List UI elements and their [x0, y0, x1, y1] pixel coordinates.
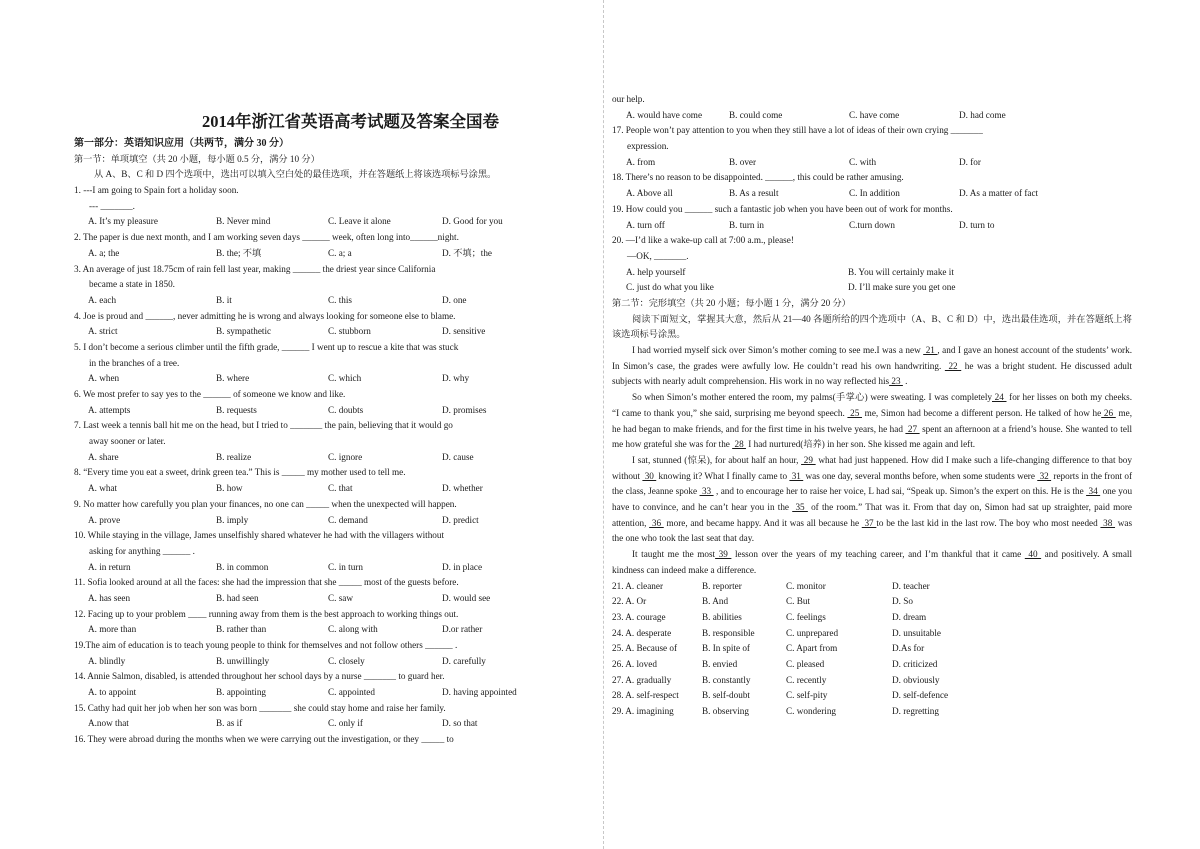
option-b: B. the; 不填: [216, 247, 262, 258]
left-question-stem: 10. While staying in the village, James unselfishly shared whatever he had with the villagers without: [74, 530, 445, 541]
left-option-row: [74, 214, 589, 230]
option-d: D. why: [442, 373, 470, 384]
option-d: D. carefully: [442, 655, 486, 666]
cloze-option-b: B. self-doubt: [702, 690, 750, 701]
left-option-row: [74, 481, 589, 497]
cloze-option-a: 25. A. Because of: [612, 643, 678, 654]
left-option-row: [74, 513, 589, 529]
option-c: C. doubts: [328, 404, 364, 415]
option-d: D. one: [442, 294, 467, 305]
cloze-paragraph: I sat, stunned (惊呆), for about half an hour, 29 what had just happened. How did I make such a life-changing difference to that boy without 30 knowing it? What I finally came to 31 was one day, several months before, when some students were 32 reports in the front of the class, Jeanne spoke 33 , and to encourage her to raise her voice, L had sai, “Speak up. Simon’s the expert on this. He is the 34 one you have to convince, and he can’t hear you in the 35 of the room.” That was it. From that day on, Simon had sat up straighter, paid more attention, 36 more, and became happy. And it was all because he 37 to be the last kid in the last row. The boy who most needed 38 was the one who took the last seat that day.: [612, 454, 1133, 544]
option-a: A. in return: [88, 561, 131, 572]
right-option-row: [612, 218, 1132, 234]
right-question-stem: expression.: [627, 141, 669, 152]
option-b: B. how: [216, 483, 243, 494]
option-a: A. blindly: [88, 655, 126, 666]
cloze-blank: 30: [642, 470, 657, 481]
cloze-blank: 24: [992, 392, 1007, 403]
option-b: B. turn in: [729, 219, 764, 230]
cloze-option-d: D. self-defence: [892, 690, 949, 701]
cloze-paragraph: I had worried myself sick over Simon’s mother coming to see me.I was a new 21 , and I gave an honest account of the students’ work. In Simon’s case, the grades were awfully low. He couldn’t read his own handwriting. 22 he was a bright student. He discussed adult subjects with nearly adult comprehension. His work in no way reflected his 23 .: [612, 345, 1132, 387]
cloze-blank: 34: [1086, 486, 1101, 497]
cloze-option-row: [612, 641, 1132, 657]
cloze-option-a: 24. A. desperate: [612, 627, 672, 638]
option-c: C. along with: [328, 624, 378, 635]
page-title: 2014年浙江省英语高考试题及答案全国卷: [202, 112, 499, 131]
option-pair-1: D. I’ll make sure you get one: [848, 282, 956, 293]
right-option-row: [612, 280, 1132, 296]
option-b: B. sympathetic: [216, 326, 272, 337]
option-pair-0: C. just do what you like: [626, 282, 714, 293]
cloze-option-c: C. monitor: [786, 580, 826, 591]
option-a: A. each: [88, 294, 117, 305]
left-question-stem: 19.The aim of education is to teach young people to think for themselves and not follow others ______ .: [74, 640, 458, 650]
left-question-stem: 5. I don’t become a serious climber until the fifth grade, ______ I went up to rescue a kite that was stuck: [74, 341, 459, 352]
cloze-option-row: [612, 626, 1132, 642]
cloze-blank: 35: [792, 502, 808, 513]
left-question-stem: 7. Last week a tennis ball hit me on the head, but I tried to _______ the pain, believing that it would go: [74, 420, 453, 431]
option-a: A. a; the: [88, 247, 120, 258]
cloze-blank: 21: [923, 345, 938, 356]
cloze-options: [612, 579, 1132, 720]
right-option-row: [612, 186, 1132, 202]
option-d: D. Good for you: [442, 216, 503, 227]
left-option-row: [74, 654, 589, 670]
cloze-option-row: [612, 673, 1132, 689]
option-d: D. cause: [442, 451, 474, 462]
cloze-option-row: [612, 688, 1132, 704]
cloze-option-d: D. criticized: [892, 659, 938, 670]
cloze-option-row: [612, 579, 1132, 595]
right-option-row: [612, 108, 1132, 124]
option-b: B. requests: [216, 404, 257, 415]
option-b: B. could come: [729, 109, 783, 120]
option-a: A. when: [88, 373, 120, 384]
option-b: B. imply: [216, 514, 249, 525]
option-b: B. unwillingly: [216, 655, 270, 666]
left-option-row: [74, 293, 589, 309]
cloze-blank: 23: [889, 376, 903, 387]
cloze-option-row: [612, 657, 1132, 673]
option-c: C. ignore: [328, 451, 363, 462]
left-question-stem: 11. Sofia looked around at all the faces: she had the impression that she _____ most of the guests before.: [74, 577, 459, 588]
left-option-row: [74, 685, 589, 701]
option-b: B. had seen: [216, 592, 259, 603]
cloze-option-b: B. In spite of: [702, 643, 750, 654]
cloze-option-b: B. constantly: [702, 674, 751, 685]
cloze-option-row: [612, 704, 1132, 720]
left-option-row: [74, 450, 589, 466]
option-c: C. saw: [328, 592, 354, 603]
cloze-blank: 28: [732, 439, 746, 450]
option-d: D.or rather: [442, 624, 483, 635]
option-b: B. over: [729, 156, 757, 167]
right-question-stem: 17. People won’t pay attention to you when they still have a lot of ideas of their own crying _______: [612, 125, 983, 136]
option-b: B. rather than: [216, 624, 267, 635]
option-b: B. as if: [216, 718, 243, 729]
option-a: A. would have come: [626, 109, 703, 120]
left-question-stem: 8. “Every time you eat a sweet, drink green tea.” This is _____ my mother used to tell me.: [74, 467, 406, 478]
cloze-option-c: C. feelings: [786, 611, 826, 622]
cloze-blank: 27: [905, 423, 920, 434]
left-question-stem: 4. Joe is proud and ______, never admitting he is wrong and always looking for someone else to blame.: [74, 310, 456, 321]
cloze-option-d: D.As for: [892, 643, 925, 654]
cloze-option-d: D. dream: [892, 611, 927, 622]
left-question-stem: 2. The paper is due next month, and I am working seven days ______ week, often long into______night.: [74, 232, 459, 243]
left-question-stem: became a state in 1850.: [89, 279, 175, 290]
option-a: A. It’s my pleasure: [88, 216, 158, 227]
cloze-option-c: C. self-pity: [786, 690, 828, 701]
cloze-blank: 38: [1100, 517, 1116, 528]
cloze-option-b: B. responsible: [702, 627, 755, 638]
cloze-blank: 40: [1024, 549, 1042, 560]
option-c: C. appointed: [328, 687, 375, 698]
left-option-row: [74, 324, 589, 340]
option-b: B. where: [216, 373, 250, 384]
cloze-paragraph: So when Simon’s mother entered the room, my palms(手掌心) were sweating. I was completely 24 for her lisses on both my cheeks. “I came to thank you,” she said, surprising me beyond speech. 25 me, Simon had become a different person. He talked of how he 26 me, he had began to make friends, and for the first time in his twelve years, he had 27 spent an afternoon at a friend’s house. She wanted to tell me how grateful she was for the 28 I had nurtured(培养) in her son. She kissed me again and left.: [612, 392, 1133, 450]
option-c: C. closely: [328, 655, 365, 666]
option-d: D. for: [959, 156, 981, 167]
left-question-stem: 6. We most prefer to say yes to the ______ of someone we know and like.: [74, 389, 346, 399]
cloze-option-c: C. But: [786, 596, 810, 607]
cloze-option-row: [612, 594, 1132, 610]
left-option-row: [74, 560, 589, 576]
section1-instructions: 从 A、B、C 和 D 四个选项中，选出可以填入空白处的最佳选项，并在答题纸上将该选项标号涂黑。: [94, 169, 497, 180]
option-a: A. prove: [88, 514, 121, 525]
option-a: A.now that: [88, 718, 129, 729]
option-c: C. a; a: [328, 247, 352, 258]
option-a: A. more than: [88, 624, 137, 635]
option-c: C. which: [328, 373, 362, 384]
option-d: D. had come: [959, 109, 1006, 120]
cloze-blank: 37: [861, 517, 877, 528]
cloze-paragraph: It taught me the most 39 lesson over the years of my teaching career, and I’m thankful that it came 40 and positively. A small kindness can indeed make a difference.: [612, 549, 1133, 575]
left-question-stem: 3. An average of just 18.75cm of rain fell last year, making ______ the driest year since California: [74, 263, 436, 274]
cloze-option-row: [612, 610, 1132, 626]
option-d: D. in place: [442, 561, 483, 572]
section1-heading: 第一节：单项填空（共 20 小题，每小题 0.5 分，满分 10 分）: [74, 153, 320, 164]
left-question-stem: 12. Facing up to your problem ____ running away from them is the best approach to working things out.: [74, 608, 459, 619]
page-fold-line: [603, 0, 604, 849]
option-b: B. Never mind: [216, 216, 271, 227]
right-question-stem: —OK, _______.: [627, 250, 689, 261]
left-question-stem: in the branches of a tree.: [89, 357, 180, 368]
right-question-stem: 19. How could you ______ such a fantastic job when you have been out of work for months.: [612, 203, 953, 214]
left-option-row: [74, 716, 589, 732]
option-a: A. Above all: [626, 188, 673, 199]
option-c: C. that: [328, 483, 353, 494]
cloze-blank: 25: [847, 407, 862, 418]
left-question-stem: asking for anything ______ .: [89, 545, 195, 556]
option-a: A. turn off: [626, 219, 665, 230]
option-a: A. from: [626, 156, 656, 167]
left-option-row: [74, 591, 589, 607]
cloze-option-d: D. obviously: [892, 674, 940, 685]
cloze-option-c: C. unprepared: [786, 627, 839, 638]
cloze-blank: 22: [944, 360, 962, 371]
left-question-stem: 16. They were abroad during the months when we were carrying out the investigation, or they _____ to: [74, 734, 454, 745]
option-c: C. in turn: [328, 561, 363, 572]
cloze-option-a: 29. A. imagining: [612, 706, 674, 717]
cloze-option-b: B. reporter: [702, 580, 742, 591]
cloze-blank: 33: [699, 486, 714, 497]
cloze-option-a: 22. A. Or: [612, 596, 647, 607]
cloze-blank: 31: [789, 470, 804, 481]
cloze-option-c: C. pleased: [786, 659, 825, 670]
option-d: D. 不填；the: [442, 247, 493, 258]
left-question-stem: --- _______.: [89, 200, 135, 211]
option-d: D. sensitive: [442, 326, 486, 337]
left-option-row: [74, 371, 589, 387]
cloze-option-c: C. Apart from: [786, 643, 838, 654]
cloze-blank: 29: [801, 454, 816, 465]
cloze-option-b: B. observing: [702, 706, 749, 717]
left-column: [74, 0, 589, 748]
cloze-option-d: D. So: [892, 596, 913, 607]
option-d: D. whether: [442, 483, 483, 494]
right-option-row: [612, 155, 1132, 171]
cloze-option-b: B. envied: [702, 659, 738, 670]
option-c: C. only if: [328, 718, 363, 729]
section2-instructions: 阅读下面短文，掌握其大意，然后从 21—40 各题所给的四个选项中（A、B、C 和 D）中，选出最佳选项，并在答题纸上将该选项标号涂黑。: [612, 313, 1132, 340]
cloze-option-b: B. abilities: [702, 611, 742, 622]
cloze-passage: [612, 343, 1132, 579]
option-a: A. has seen: [88, 592, 131, 603]
option-c: C.turn down: [849, 219, 895, 230]
option-b: B. As a result: [729, 188, 779, 199]
option-d: D. predict: [442, 514, 479, 525]
option-c: C. this: [328, 294, 352, 305]
left-option-row: [74, 246, 589, 262]
cloze-option-a: 23. A. courage: [612, 611, 666, 622]
option-a: A. attempts: [88, 404, 131, 415]
option-b: B. appointing: [216, 687, 267, 698]
right-column: [612, 0, 1132, 720]
cloze-option-a: 28. A. self-respect: [612, 690, 679, 701]
cloze-option-c: C. recently: [786, 674, 827, 685]
cloze-option-d: D. teacher: [892, 580, 930, 591]
option-d: D. As a matter of fact: [959, 188, 1039, 199]
option-a: A. to appoint: [88, 687, 137, 698]
right-question-stem: 18. There’s no reason to be disappointed. ______, this could be rather amusing.: [612, 172, 904, 183]
option-c: C. have come: [849, 109, 900, 120]
cloze-blank: 36: [649, 517, 664, 528]
left-question-stem: 15. Cathy had quit her job when her son was born _______ she could stay home and raise her family.: [74, 702, 446, 713]
right-question-stem: 20. —I’d like a wake-up call at 7:00 a.m., please!: [612, 235, 794, 246]
option-b: B. it: [216, 294, 232, 305]
option-c: C. stubborn: [328, 326, 371, 337]
left-question-stem: 9. No matter how carefully you plan your finances, no one can _____ when the unexpected will happen.: [74, 498, 457, 509]
option-d: D. so that: [442, 718, 478, 729]
cloze-option-b: B. And: [702, 596, 729, 607]
left-question-stem: 14. Annie Salmon, disabled, is attended throughout her school days by a nurse _______ to guard her.: [74, 671, 445, 682]
option-a: A. what: [88, 483, 118, 494]
left-question-stem: 1. ---I am going to Spain fort a holiday soon.: [74, 185, 239, 196]
cloze-blank: 32: [1037, 470, 1052, 481]
cloze-option-c: C. wondering: [786, 706, 837, 717]
option-pair-1: B. You will certainly make it: [848, 266, 954, 277]
option-pair-0: A. help yourself: [626, 266, 686, 277]
cloze-option-a: 21. A. cleaner: [612, 580, 664, 591]
part1-heading: 第一部分：英语知识应用（共两节，满分 30 分）: [74, 138, 289, 149]
section2-heading: 第二节：完形填空（共 20 小题；每小题 1 分，满分 20 分）: [612, 297, 851, 308]
option-b: B. in common: [216, 561, 269, 572]
option-c: C. In addition: [849, 188, 900, 199]
option-c: C. demand: [328, 514, 368, 525]
option-d: D. promises: [442, 404, 487, 415]
right-option-row: [612, 265, 1132, 281]
left-option-row: [74, 403, 589, 419]
option-c: C. with: [849, 156, 877, 167]
cloze-blank: 39: [715, 549, 732, 560]
left-question-stem: away sooner or later.: [89, 436, 166, 447]
right-question-stem: our help.: [612, 94, 645, 104]
option-d: D. having appointed: [442, 687, 517, 698]
option-d: D. turn to: [959, 219, 995, 230]
cloze-option-a: 26. A. loved: [612, 659, 657, 670]
cloze-blank: 26: [1101, 407, 1116, 418]
option-b: B. realize: [216, 451, 252, 462]
cloze-option-d: D. regretting: [892, 706, 939, 717]
cloze-option-d: D. unsuitable: [892, 627, 941, 638]
left-option-row: [74, 622, 589, 638]
cloze-option-a: 27. A. gradually: [612, 674, 672, 685]
option-c: C. Leave it alone: [328, 216, 391, 227]
option-a: A. strict: [88, 326, 118, 337]
option-d: D. would see: [442, 592, 491, 603]
question-list-left: [74, 183, 589, 748]
option-a: A. share: [88, 451, 119, 462]
question-list-right: [612, 92, 1132, 296]
